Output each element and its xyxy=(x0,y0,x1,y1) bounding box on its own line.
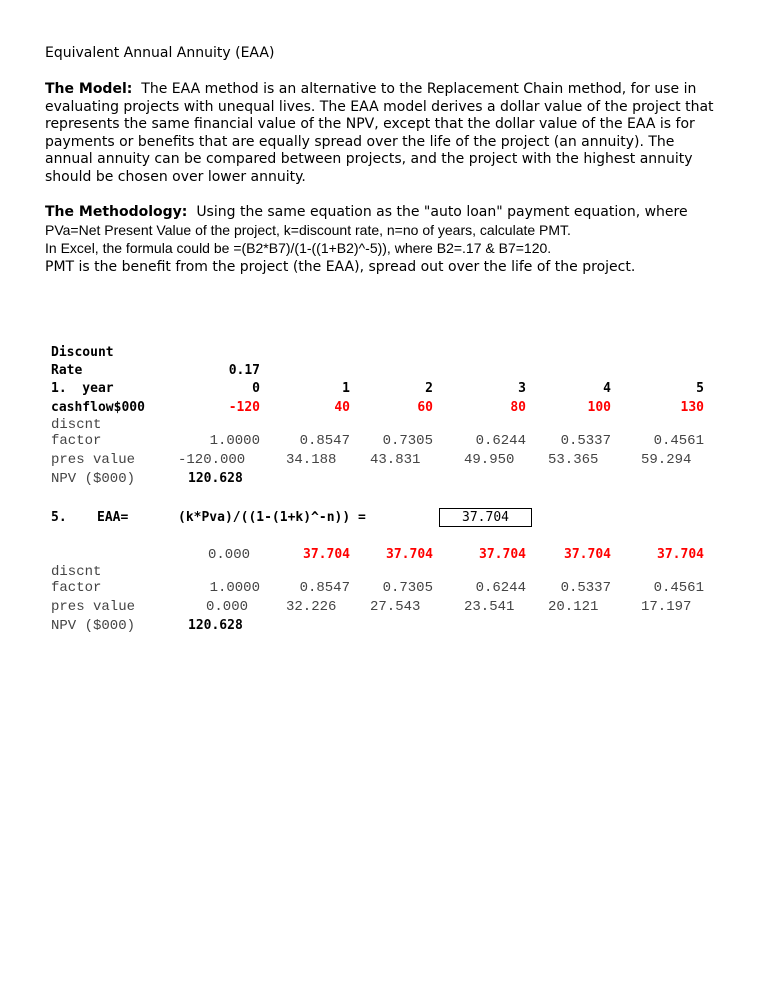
factor-cell: 0.8547 xyxy=(299,433,350,449)
discount-label-1: Discount xyxy=(51,345,114,360)
factor-cell: 0.8547 xyxy=(299,580,350,596)
pres-value-label: pres value xyxy=(51,452,136,468)
eaa-label: EAA= xyxy=(97,510,129,525)
pres-value-cell: -120.000 xyxy=(178,452,246,468)
cashflow-cell: 60 xyxy=(417,400,433,415)
annuity-cell: 37.704 xyxy=(564,547,611,562)
methodology-pmt-line: PMT is the benefit from the project (the EAA), spread out over the life of the project. xyxy=(45,258,636,275)
cashflow-cell: -120 xyxy=(228,400,260,415)
year-cell: 4 xyxy=(603,381,611,396)
pres-value-cell: 0.000 xyxy=(206,599,249,615)
year-cell: 2 xyxy=(425,381,433,396)
year-cell: 1 xyxy=(342,381,350,396)
pres-value-cell: 20.121 xyxy=(548,599,599,615)
pres-value-cell: 34.188 xyxy=(286,452,337,468)
cashflow-cell: 40 xyxy=(334,400,350,415)
pres-value-cell: 27.543 xyxy=(370,599,421,615)
discount-rate-value: 0.17 xyxy=(228,363,260,378)
eaa-number: 5. xyxy=(51,510,67,525)
annuity-cell: 37.704 xyxy=(479,547,526,562)
cashflow-label: cashflow$000 xyxy=(51,400,145,415)
cashflow-cell: 130 xyxy=(680,400,704,415)
year-label: 1. year xyxy=(51,381,114,396)
annuity-cell: 37.704 xyxy=(657,547,704,562)
factor-cell: 0.5337 xyxy=(560,433,611,449)
pres-value-label: pres value xyxy=(51,599,136,615)
factor-label: factor xyxy=(51,580,102,596)
model-text: The EAA method is an alternative to the Replacement Chain method, for use in evaluating projects with unequal lives. The EAA model derives a dollar value of the project that represents the same financial value of the NPV, except that the dollar value of the EAA is for payments or benefits that are equally spread over the life of the project (an annuity). The annual annuity can be compared between projects, and the project with the highest annuity should be chosen over lower annuity. xyxy=(45,81,714,185)
pres-value-cell: 43.831 xyxy=(370,452,421,468)
discnt-label: discnt xyxy=(51,564,102,580)
factor-cell: 1.0000 xyxy=(209,580,260,596)
methodology-paragraph xyxy=(45,204,715,276)
annuity-cell: 37.704 xyxy=(303,547,350,562)
factor-cell: 0.7305 xyxy=(382,433,433,449)
methodology-text-a: Using the same equation as the "auto loan" payment equation, where xyxy=(196,204,688,220)
npv-label: NPV ($000) xyxy=(51,471,136,487)
pres-value-cell: 53.365 xyxy=(548,452,599,468)
eaa-result-box: 37.704 xyxy=(439,508,532,527)
factor-cell: 0.7305 xyxy=(382,580,433,596)
year-cell: 5 xyxy=(696,381,704,396)
cashflow-cell: 100 xyxy=(587,400,611,415)
factor-cell: 0.6244 xyxy=(475,580,526,596)
npv-value: 120.628 xyxy=(188,471,243,486)
annuity-cell: 37.704 xyxy=(386,547,433,562)
cashflow-cell: 80 xyxy=(510,400,526,415)
factor-label: factor xyxy=(51,433,102,449)
discnt-label: discnt xyxy=(51,417,102,433)
npv-label: NPV ($000) xyxy=(51,618,136,634)
factor-cell: 0.5337 xyxy=(560,580,611,596)
pres-value-cell: 32.226 xyxy=(286,599,337,615)
methodology-excel-line: In Excel, the formula could be =(B2*B7)/(1-((1+B2)^-5)), where B2=.17 & B7=120. xyxy=(45,240,552,257)
pres-value-cell: 23.541 xyxy=(464,599,515,615)
year-cell: 0 xyxy=(252,381,260,396)
methodology-label: The Methodology: xyxy=(45,204,188,220)
methodology-text-b: PVa=Net Present Value of the project, k=discount rate, n=no of years, calculate PMT. xyxy=(45,221,571,238)
annuity-cell: 0.000 xyxy=(207,547,250,563)
pres-value-cell: 17.197 xyxy=(641,599,692,615)
model-paragraph xyxy=(45,81,715,187)
document-title: Equivalent Annual Annuity (EAA) xyxy=(45,45,275,61)
factor-cell: 0.6244 xyxy=(475,433,526,449)
eaa-formula: (k*Pva)/((1-(1+k)^-n)) = xyxy=(178,510,366,525)
model-label: The Model: xyxy=(45,81,133,97)
factor-cell: 1.0000 xyxy=(209,433,260,449)
factor-cell: 0.4561 xyxy=(653,433,704,449)
discount-label-2: Rate xyxy=(51,363,83,378)
pres-value-cell: 59.294 xyxy=(641,452,692,468)
pres-value-cell: 49.950 xyxy=(464,452,515,468)
year-cell: 3 xyxy=(518,381,526,396)
factor-cell: 0.4561 xyxy=(653,580,704,596)
npv-value: 120.628 xyxy=(188,618,243,633)
